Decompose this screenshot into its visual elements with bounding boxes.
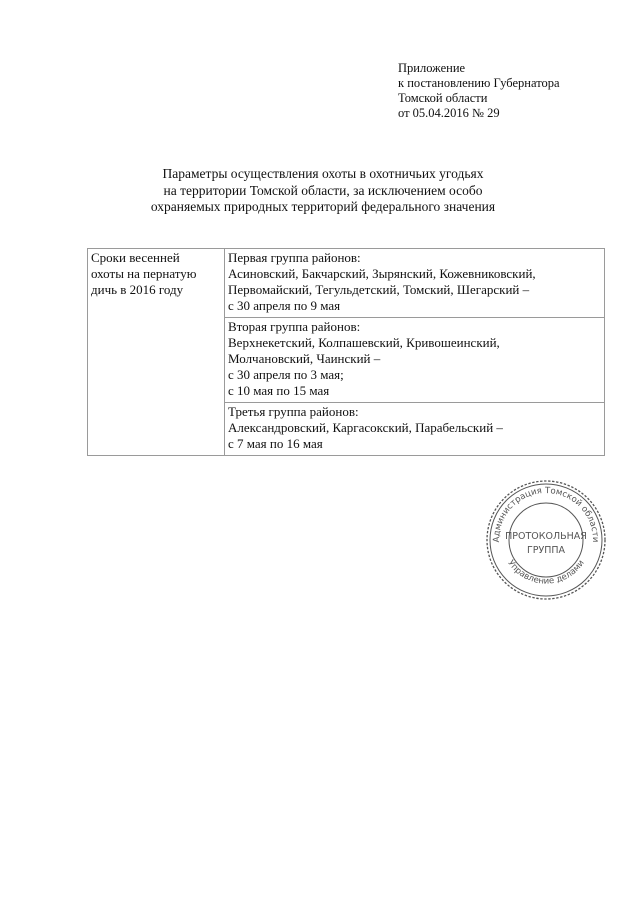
appendix-header (398, 61, 560, 121)
stamp-outer-text-bottom: Управление делами (505, 558, 587, 587)
date-range: с 7 мая по 16 мая (228, 436, 323, 451)
cell-line: охоты на пернатую (91, 266, 197, 281)
group-heading: Третья группа районов: (228, 404, 359, 419)
title-line: на территории Томской области, за исключением особо (163, 182, 483, 198)
date-range: с 10 мая по 15 мая (228, 383, 330, 398)
table-row (88, 249, 605, 318)
official-stamp (484, 478, 608, 602)
appendix-line: Томской области (398, 91, 488, 105)
district-list-line: Асиновский, Бакчарский, Зырянский, Кожевниковский, (228, 266, 536, 281)
district-list-line: Верхнекетский, Колпашевский, Кривошеинский, (228, 335, 500, 350)
district-list-line: Первомайский, Тегульдетский, Томский, Шегарский – (228, 282, 530, 297)
season-label-cell (88, 249, 225, 456)
title-line: Параметры осуществления охоты в охотничьих угодьях (162, 166, 484, 181)
group-heading: Вторая группа районов: (228, 319, 361, 334)
district-group-3-cell (225, 403, 605, 456)
appendix-line: к постановлению Губернатора (398, 76, 560, 90)
district-group-1-cell (225, 249, 605, 318)
appendix-date-number: от 05.04.2016 № 29 (398, 106, 500, 120)
stamp-center-line-2: ГРУППА (526, 545, 566, 556)
document-title (100, 166, 546, 216)
stamp-center-line-1: ПРОТОКОЛЬНАЯ (505, 531, 587, 542)
title-line: охраняемых природных территорий федерального значения (150, 199, 496, 214)
appendix-line: Приложение (398, 61, 466, 75)
cell-line: Сроки весенней (91, 250, 180, 265)
hunting-parameters-table (87, 248, 605, 456)
district-group-2-cell (225, 318, 605, 403)
group-heading: Первая группа районов: (228, 250, 361, 265)
date-range: с 30 апреля по 9 мая (228, 298, 341, 313)
stamp-outer-text-top: Администрация Томской области (491, 485, 601, 543)
district-list-line: Молчановский, Чаинский – (228, 351, 381, 366)
cell-line: дичь в 2016 году (91, 282, 184, 297)
date-range: с 30 апреля по 3 мая; (228, 367, 344, 382)
district-list-line: Александровский, Каргасокский, Парабельский – (228, 420, 503, 435)
